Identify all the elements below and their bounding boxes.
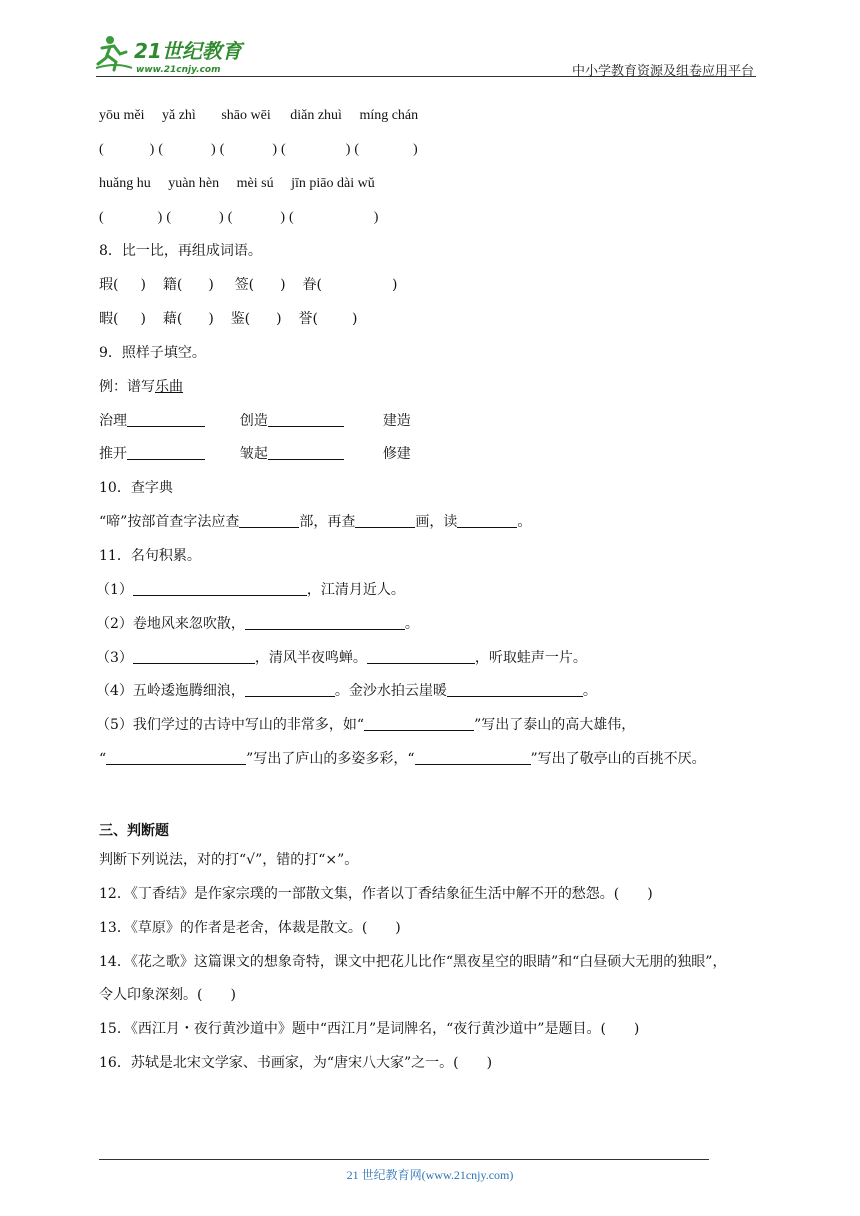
question-12: 12．《丁香结》是作家宗璞的一部散文集，作者以丁香结象征生活中解不开的愁怨。( ) (99, 886, 653, 902)
question-11-item-1: （1） ，江清月近人。 (96, 582, 405, 598)
21cnjy-logo (96, 34, 266, 74)
answer-blank[interactable] (364, 716, 474, 731)
pinyin-item: mèi sú (236, 176, 274, 191)
pinyin-row-1 (99, 107, 418, 125)
section-3-title: 三、判断题 (99, 823, 169, 839)
pinyin-item: míng chán (359, 108, 419, 123)
question-11-item-5: （5）我们学过的古诗中写山的非常多，如“ ”写出了泰山的高大雄伟， (96, 717, 636, 733)
question-10-body: “啼”按部首查字法应查 部，再查 画，读 。 (99, 514, 532, 530)
question-9-title: 9．照样子填空。 (99, 345, 206, 361)
pinyin-item: yōu měi (99, 108, 145, 123)
answer-blank[interactable] (245, 682, 335, 697)
question-15: 15．《西江月・夜行黄沙道中》题中“西江月”是词牌名，“夜行黄沙道中”是题目。( ) (99, 1021, 640, 1037)
answer-blank[interactable] (457, 513, 517, 528)
answer-brackets-row-2: ( ) ( ) ( ) ( ) (99, 210, 379, 225)
answer-blank[interactable] (268, 412, 344, 427)
question-8-row-1: 瑕( ) 籍( ) 签( ) 眷( ) (99, 277, 398, 293)
answer-blank[interactable] (127, 445, 205, 460)
question-14-cont: 令人印象深刻。( ) (99, 987, 236, 1003)
answer-blank[interactable] (245, 615, 405, 630)
answer-blank[interactable] (415, 750, 531, 765)
answer-blank[interactable] (355, 513, 415, 528)
question-8-title: 8．比一比，再组成词语。 (99, 243, 262, 259)
question-8-row-2: 暇( ) 藉( ) 鉴( ) 誉( ) (99, 311, 358, 327)
footer-link[interactable]: 21 世纪教育网(www.21cnjy.com) (346, 1168, 514, 1182)
page-header (96, 30, 756, 78)
header-platform-text: 中小学教育资源及组卷应用平台 (571, 64, 754, 79)
answer-blank[interactable] (106, 750, 246, 765)
question-11-item-4: （4）五岭逶迤腾细浪， 。金沙水拍云崖暖 。 (96, 683, 597, 699)
logo-url: www.21cnjy.com (136, 65, 221, 74)
section-3-instruction: 判断下列说法，对的打“√”，错的打“×”。 (99, 852, 359, 868)
pinyin-item: diǎn zhuì (290, 108, 342, 123)
pinyin-row-2 (99, 175, 375, 193)
answer-blank[interactable] (447, 682, 583, 697)
header-rule (96, 76, 756, 77)
answer-blank[interactable] (133, 581, 307, 596)
pinyin-item: huǎng hu (99, 176, 151, 191)
question-9-row-2: 推开 皱起 修建 (99, 446, 411, 462)
question-16: 16．苏轼是北宋文学家、书画家，为“唐宋八大家”之一。( ) (99, 1055, 493, 1071)
pinyin-item: shāo wēi (221, 108, 271, 123)
question-11-item-3: （3） ，清风半夜鸣蝉。 ，听取蛙声一片。 (96, 650, 587, 666)
answer-blank[interactable] (127, 412, 205, 427)
footer-rule (99, 1159, 709, 1160)
answer-blank[interactable] (367, 649, 475, 664)
question-11-item-5-cont: “ ”写出了庐山的多姿多彩，“ ”写出了敬亭山的百挑不厌。 (99, 751, 706, 767)
pinyin-item: jīn piāo dài wǔ (291, 176, 375, 191)
answer-brackets-row-1: ( ) ( ) ( ) ( ) ( ) (99, 142, 418, 157)
answer-blank[interactable] (239, 513, 299, 528)
answer-blank[interactable] (268, 445, 344, 460)
pinyin-item: yuàn hèn (168, 176, 220, 191)
question-9-row-1: 治理 创造 建造 (99, 413, 411, 429)
example-word: 乐曲 (155, 379, 183, 395)
question-10-title: 10．查字典 (99, 480, 173, 496)
question-13: 13．《草原》的作者是老舍，体裁是散文。( ) (99, 920, 401, 936)
question-11-title: 11．名句积累。 (99, 548, 201, 564)
answer-blank[interactable] (133, 649, 255, 664)
logo-text: 21世纪教育 (134, 39, 242, 63)
question-9-example: 例：谱写乐曲 (99, 379, 183, 395)
question-11-item-2: （2）卷地风来忽吹散， 。 (96, 616, 419, 632)
pinyin-item: yǎ zhì (162, 108, 196, 123)
question-14: 14．《花之歌》这篇课文的想象奇特，课文中把花儿比作“黑夜星空的眼睛”和“白昼硕大无朋的独眼”， (99, 954, 727, 970)
